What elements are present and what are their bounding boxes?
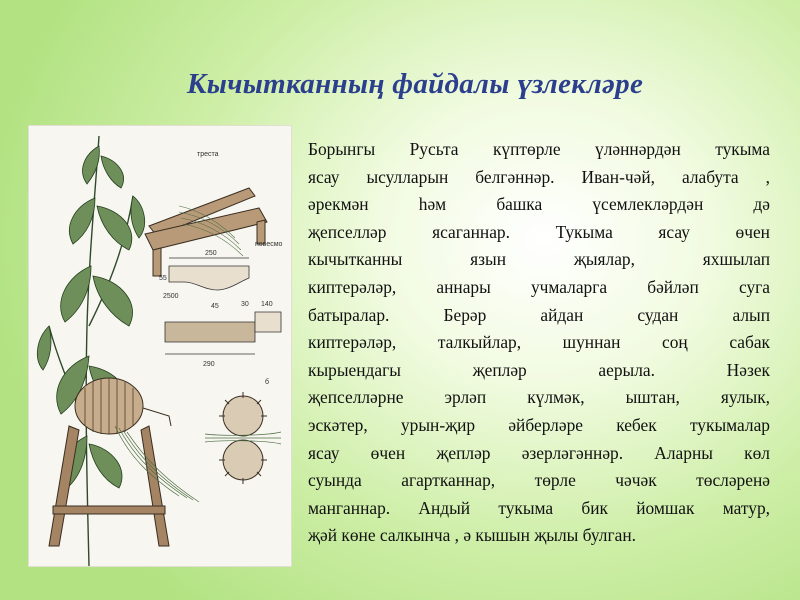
label-2500: 2500	[163, 293, 179, 300]
nettle-leaves	[37, 146, 144, 488]
text-line: киптерәләр, талкыйлар, шуннан соң сабак	[308, 332, 770, 353]
label-povesmo: повесмо	[255, 241, 283, 248]
body-text	[308, 136, 770, 550]
label-45: 45	[211, 303, 219, 310]
text-line: батыралар. Берәр айдан судан алып	[308, 304, 770, 325]
text-line: җепселләрне эрләп күлмәк, ыштан, яулык,	[308, 387, 770, 408]
label-250: 250	[205, 250, 217, 257]
nettle-illustration	[28, 125, 292, 567]
text-line: әрекмән һәм башка үсемлекләрдән дә	[308, 194, 770, 215]
label-140: 140	[261, 301, 273, 308]
label-tresta: треста	[197, 151, 219, 158]
text-line: манганнар. Андый тукыма бик йомшак матур,	[308, 497, 770, 518]
technical-drawing-top	[169, 258, 249, 290]
text-line: Борынгы Русьта күптөрле үләннәрдән тукыма	[308, 139, 770, 159]
text-line: кычытканны язын җыялар, яхшылап	[308, 249, 770, 270]
label-290: 290	[203, 361, 215, 368]
text-line: җәй көне салкынча , ә кышын җылы булган.	[308, 525, 636, 546]
text-line: суында агартканнар, төрле чәчәк төсләренә	[308, 470, 770, 491]
page-title: Кычытканның файдалы үзлекләре	[186, 68, 644, 100]
label-55: 55	[159, 275, 167, 282]
text-line: кырыендагы җепләр аерыла. Нәзек	[308, 359, 770, 380]
label-30: 30	[241, 301, 249, 308]
technical-drawing-bottom	[165, 312, 281, 354]
nettle-and-tools-drawing	[29, 126, 291, 566]
text-line: ясау ысулларын белгәннәр. Иван-чәй, алабута ,	[308, 166, 770, 187]
flax-break-tool	[145, 188, 267, 276]
text-line: эскәтер, урын-җир әйберләре кебек тукымалар	[308, 414, 770, 435]
text-line: ясау өчен җепләр әзерләгәннәр. Аларны көл	[308, 442, 770, 463]
label-fig-b: б	[265, 379, 270, 386]
text-line: киптерәләр, аннары учмаларга бәйләп суга	[308, 276, 770, 297]
text-line: җепселләр ясаганнар. Тукыма ясау өчен	[308, 221, 770, 242]
